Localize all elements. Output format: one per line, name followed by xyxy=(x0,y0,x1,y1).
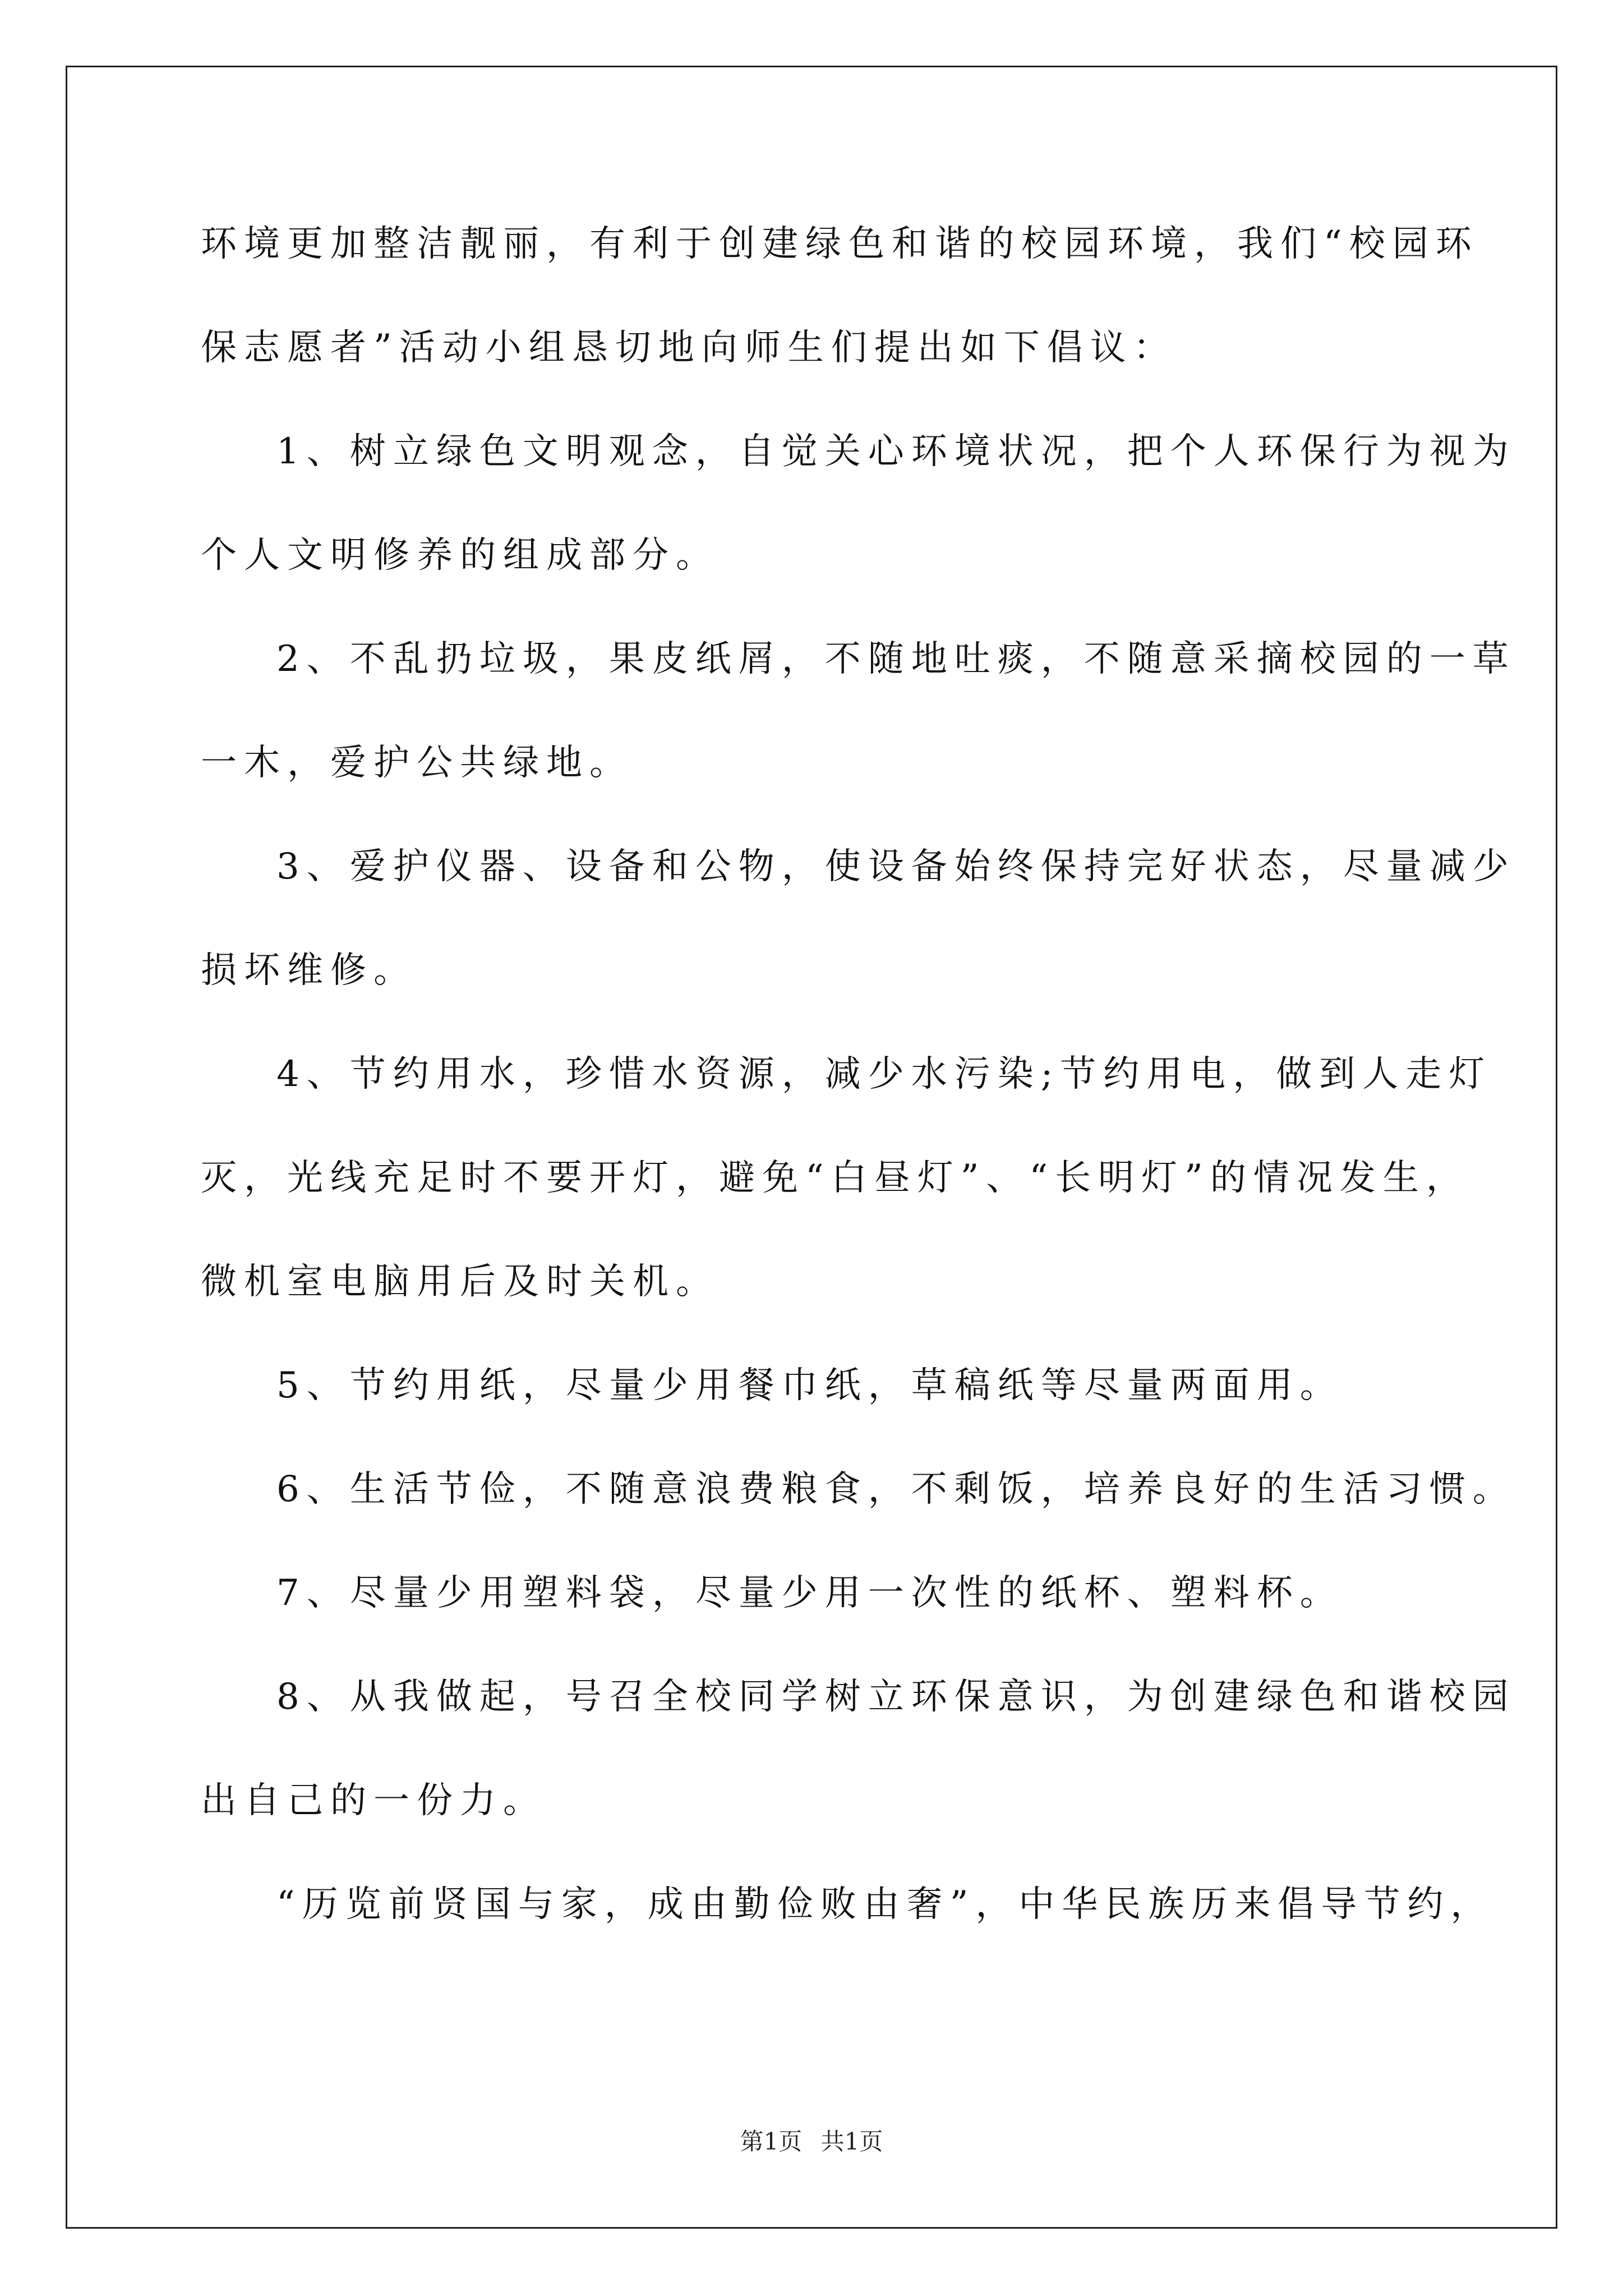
text-line: 保志愿者”活动小组恳切地向师生们提出如下倡议： xyxy=(201,327,1177,369)
page-number: 第1页 xyxy=(740,2128,803,2155)
text-line: 损坏维修。 xyxy=(201,950,417,991)
text-line: 环境更加整洁靓丽，有利于创建绿色和谐的校园环境，我们“校园环 xyxy=(201,223,1479,265)
text-line: 2、不乱扔垃圾，果皮纸屑，不随地吐痰，不随意采摘校园的一草 xyxy=(276,638,1516,680)
page-total: 共1页 xyxy=(820,2128,883,2155)
text-line: 灭，光线充足时不要开灯，避免“白昼灯”、“长明灯”的情况发生， xyxy=(201,1157,1469,1199)
text-line: 8、从我做起，号召全校同学树立环保意识，为创建绿色和谐校园 xyxy=(276,1676,1516,1718)
page-footer xyxy=(0,2123,1623,2157)
text-line: “历览前贤国与家，成由勤俭败由奢”，中华民族历来倡导节约， xyxy=(276,1884,1494,1925)
text-line: 一木，爱护公共绿地。 xyxy=(201,742,633,784)
text-line: 3、爱护仪器、设备和公物，使设备始终保持完好状态，尽量减少 xyxy=(276,846,1516,887)
text-line: 微机室电脑用后及时关机。 xyxy=(201,1261,719,1303)
text-line: 6、生活节俭，不随意浪费粮食，不剩饭，培养良好的生活习惯。 xyxy=(276,1469,1516,1510)
text-line: 7、尽量少用塑料袋，尽量少用一次性的纸杯、塑料杯。 xyxy=(276,1572,1343,1614)
text-line: 个人文明修养的组成部分。 xyxy=(201,535,719,576)
text-line: 1、树立绿色文明观念，自觉关心环境状况，把个人环保行为视为 xyxy=(276,431,1516,472)
text-line: 出自己的一份力。 xyxy=(201,1780,546,1821)
text-line: 5、节约用纸，尽量少用餐巾纸，草稿纸等尽量两面用。 xyxy=(276,1365,1343,1406)
text-line: 4、节约用水，珍惜水资源，减少水污染;节约用电，做到人走灯 xyxy=(276,1053,1492,1095)
